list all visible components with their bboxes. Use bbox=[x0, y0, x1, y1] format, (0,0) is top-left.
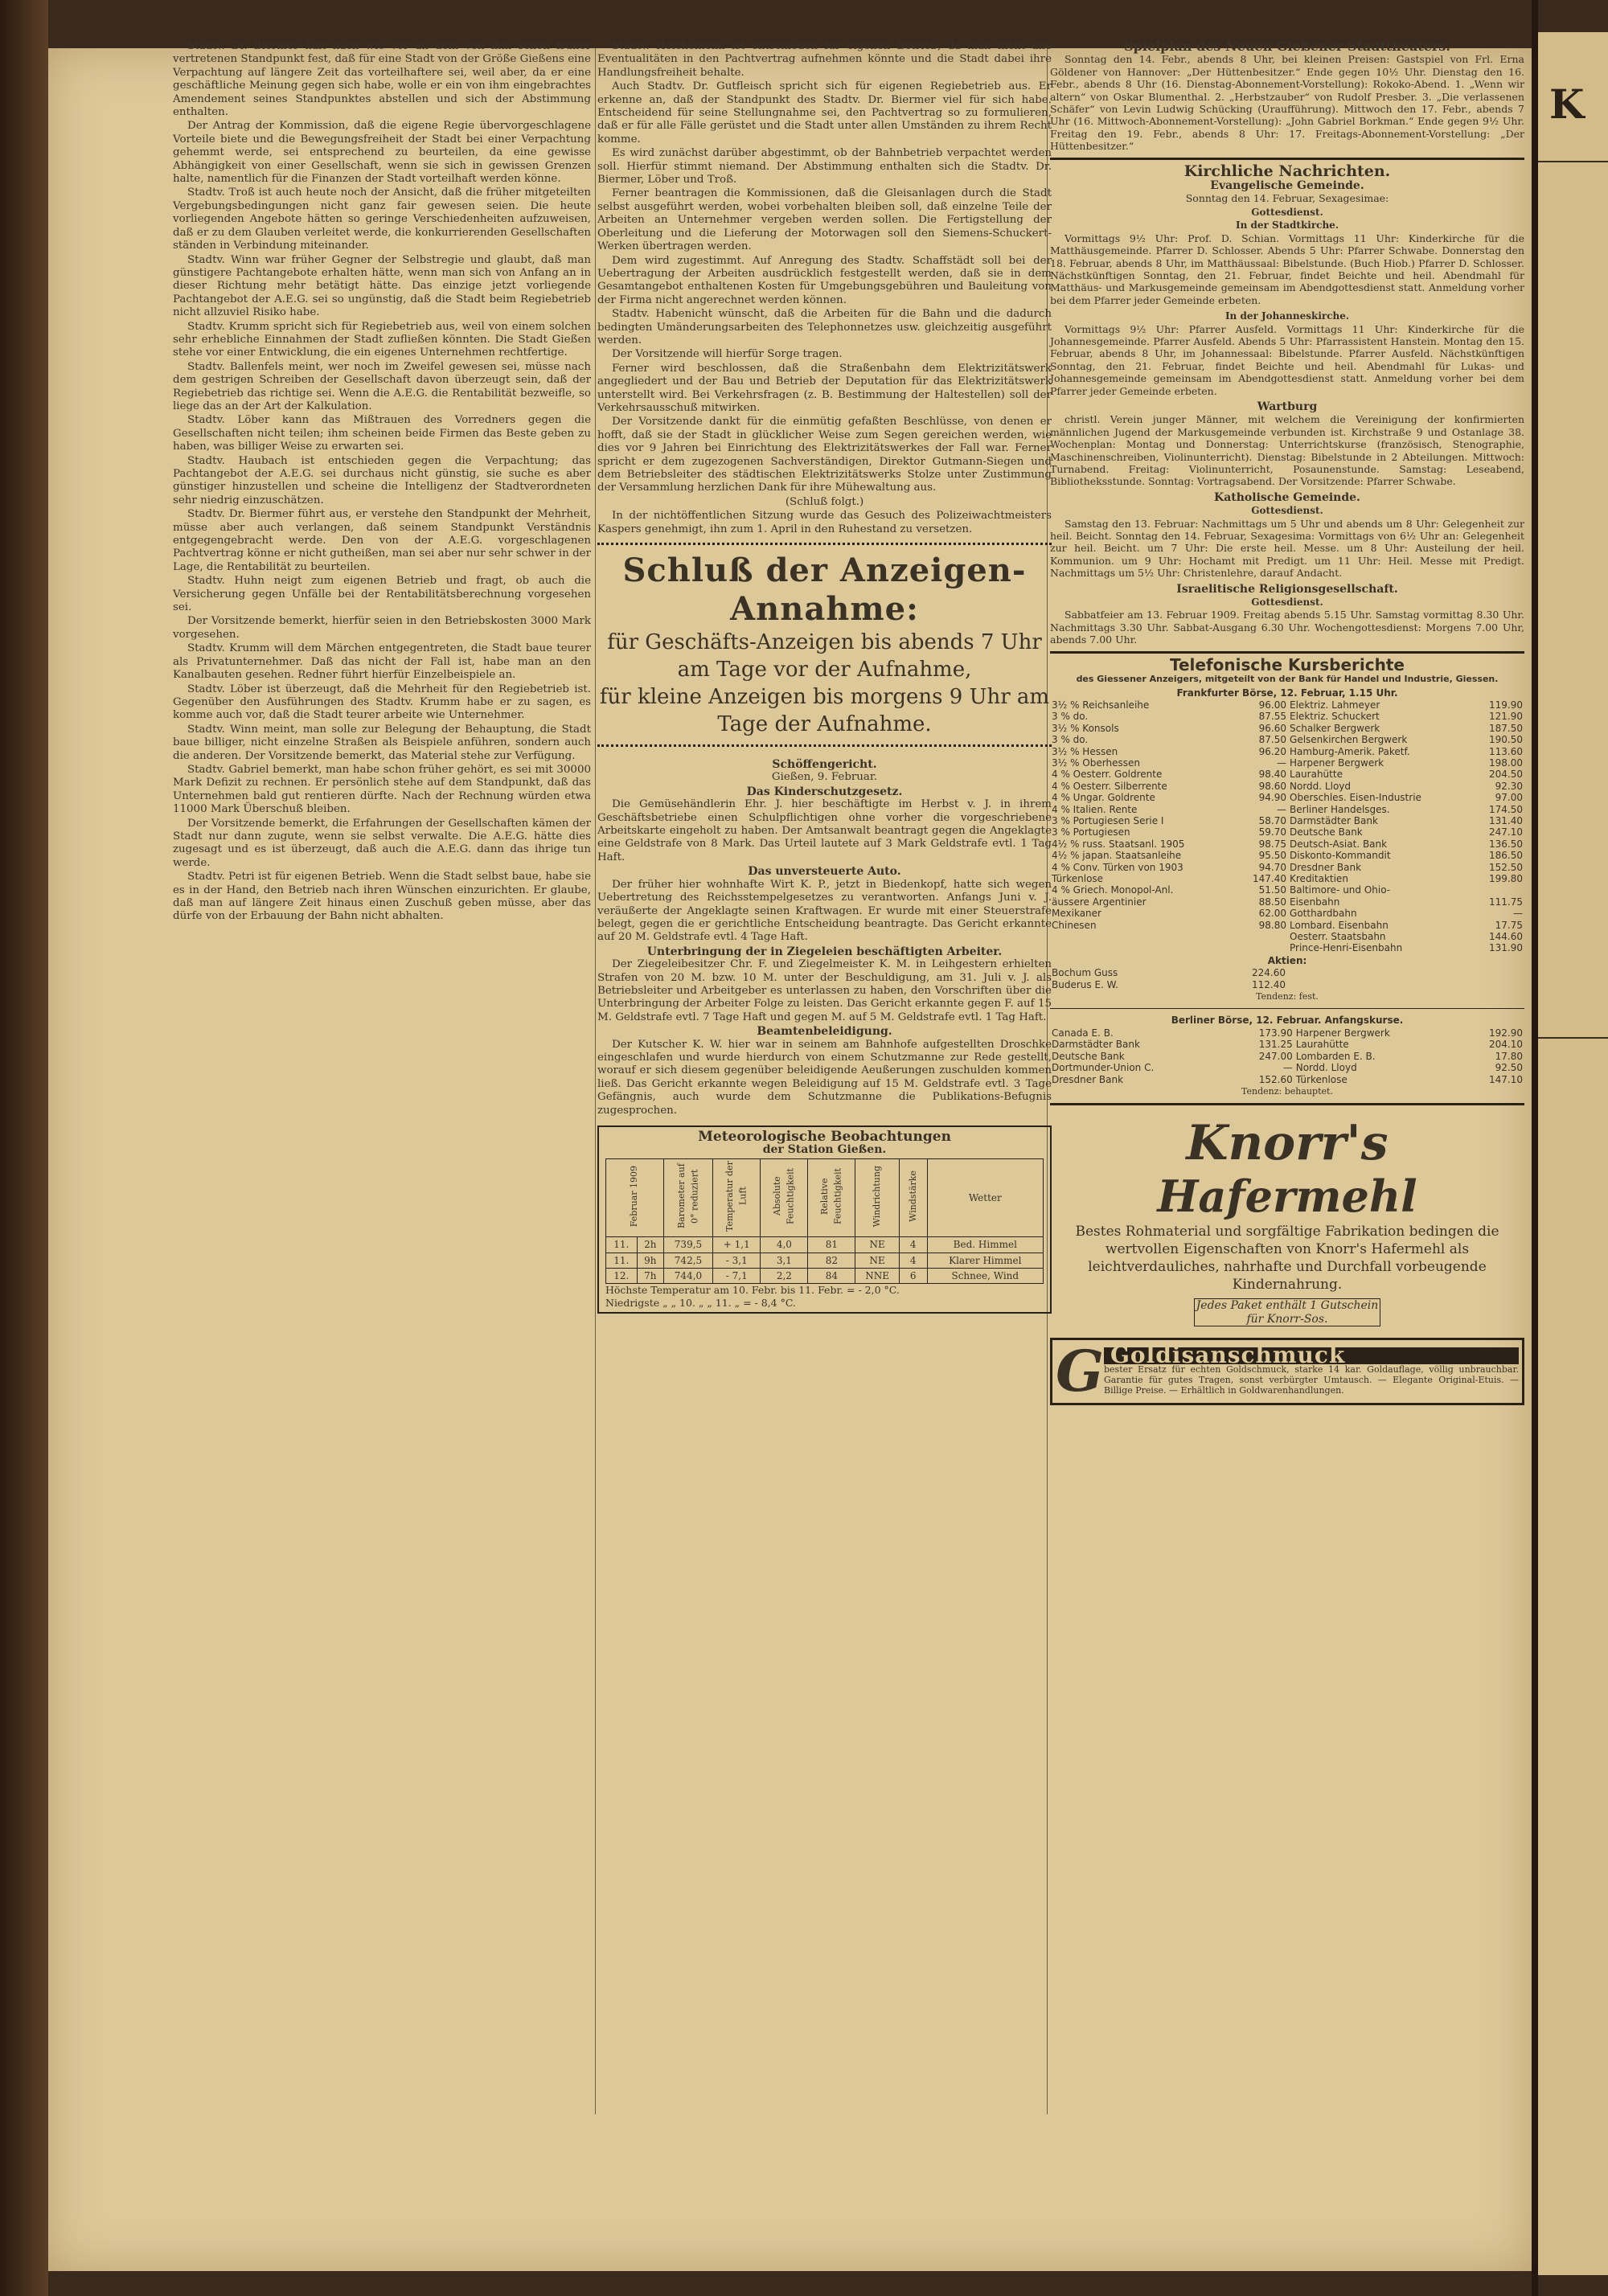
security-price: 92.50 bbox=[1495, 1062, 1523, 1074]
market-row bbox=[1050, 1039, 1524, 1050]
court-subheading: Das Kinderschutzgesetz. bbox=[746, 785, 903, 798]
article-paragraph: Stadtv. Löber kann das Mißtrauen des Vorredners gegen die Gesellschaften nicht teilen; ihm scheinen beide Firmen das Beste geben zu haben, was billiger Weise zu erwarten sei. bbox=[173, 414, 591, 453]
article-paragraph: Stadtv. Petri ist für eigenen Betrieb. Wenn die Stadt selbst baue, habe sie es in der Hand, den Betrieb nach ihren Wünschen einzurichten. Er glaube, daß man auf längere Zeit hinaus einen Zuschuß geben müsse, aber das dürfe von der Erbauung der Bahn nicht abhalten. bbox=[173, 871, 591, 923]
security-name: 4 % Ungar. Goldrente bbox=[1052, 792, 1155, 804]
gold-banner: Goldisanschmuck bbox=[1104, 1347, 1519, 1363]
security-price: 62.00 bbox=[1258, 908, 1287, 920]
security-name: 3½ % Konsols bbox=[1052, 722, 1119, 734]
court-subheading: Das unversteuerte Auto. bbox=[748, 865, 901, 879]
church-location: In der Johanneskirche. bbox=[1224, 310, 1350, 322]
market-row bbox=[1050, 815, 1524, 826]
adjacent-page bbox=[1538, 32, 1608, 2275]
weather-col-header: Wetter bbox=[927, 1158, 1043, 1236]
market-row bbox=[1050, 873, 1524, 884]
security-name: 3 % do. bbox=[1052, 734, 1089, 746]
dotted-separator bbox=[597, 543, 1052, 545]
market-row bbox=[1050, 838, 1524, 850]
security-price: 144.60 bbox=[1489, 931, 1523, 943]
security-price bbox=[1237, 931, 1288, 942]
article-paragraph: Dem wird zugestimmt. Auf Anregung des Stadtv. Schaffstädt soll bei der Uebertragung der Arbeiten ausdrücklich festgestellt werden, daß sie in dem Gesamtangebot enthaltenen Kosten für Umgebungsgebühren und Bauleitung von der Firma nicht angerechnet werden können. bbox=[597, 254, 1052, 306]
church-subheading: Evangelische Gemeinde. bbox=[1210, 179, 1364, 193]
article-paragraph: Auch Stadtv. Dr. Gutfleisch spricht sich für eigenen Regiebetrieb aus. Er erkenne an, daß der Standpunkt des Stadtv. Dr. Biermer viel für sich habe. Entscheidend für seine Stellungnahme sei, den Pachtvertrag so zu formulieren, daß er für alle Fälle gerüstet und die Stadt unter allen Umständen zu ihrem Recht komme. bbox=[597, 80, 1052, 146]
security-name: 4 % Conv. Türken von 1903 bbox=[1052, 861, 1183, 873]
market-row bbox=[1050, 1074, 1524, 1085]
market-row bbox=[1050, 850, 1524, 861]
security-price: 113.60 bbox=[1489, 745, 1523, 757]
security-name: Deutsch-Asiat. Bank bbox=[1290, 838, 1388, 850]
weather-col-header: Windstärke bbox=[899, 1158, 927, 1236]
knorr-product: Hafermehl bbox=[1157, 1171, 1417, 1223]
security-name: 4 % Griech. Monopol-Anl. bbox=[1052, 884, 1174, 896]
article-paragraph: Der Vorsitzende will hierfür Sorge tragen. bbox=[612, 348, 843, 361]
church-subheading: Israelitische Religionsgesellschaft. bbox=[1176, 582, 1398, 596]
security-name: Kreditaktien bbox=[1290, 873, 1348, 884]
article-paragraph: Stadtv. Habenicht wünscht, daß die Arbeiten für die Bahn und die dadurch bedingten Umänderungsarbeiten des Telephonnetzes usw. gleichzeitig ausgeführt werden. bbox=[597, 308, 1052, 346]
security-name: 3½ % Oberhessen bbox=[1052, 756, 1140, 769]
security-price: 98.80 bbox=[1258, 919, 1287, 931]
security-price: 186.50 bbox=[1489, 850, 1523, 862]
security-price: 198.00 bbox=[1489, 756, 1523, 769]
security-name: Dresdner Bank bbox=[1052, 1073, 1124, 1085]
article-paragraph: Stadtv. Krumm will dem Märchen entgegentreten, die Stadt baue teurer als Privatunternehmer. Daß das nicht der Fall ist, habe man an den Kanalbauten gesehen. Redner führt hierfür Einzelbeispiele an. bbox=[173, 642, 591, 682]
market-row bbox=[1050, 1062, 1524, 1073]
article-paragraph: Stadtv. Winn war früher Gegner der Selbstregie und glaubt, daß man günstigere Pachtangebote erhalten hätte, wenn man sich von Anfang an in dieser Richtung mehr betätigt hätte. Das einzige jetzt vorliegende Pachtangebot der A.E.G. sei so ungünstig, daß die Stadt beim Regiebetrieb nicht allzuviel Risiko habe. bbox=[173, 253, 591, 319]
article-paragraph: Der Vorsitzende bemerkt, hierfür seien in den Betriebskosten 3000 Mark vorgesehen. bbox=[173, 615, 591, 641]
security-name: Nordd. Lloyd bbox=[1290, 780, 1351, 792]
weather-col-header: Februar 1909 bbox=[606, 1158, 664, 1236]
column-1 bbox=[173, 40, 591, 2114]
column-divider bbox=[595, 48, 596, 2114]
security-price bbox=[1237, 942, 1288, 953]
security-name: Baltimore- und Ohio- bbox=[1290, 884, 1391, 896]
market-heading: Telefonische Kursberichte bbox=[1169, 654, 1405, 674]
adjacent-page-heading: K bbox=[1549, 80, 1585, 128]
article-paragraph: Stadtv. Dr. Biermer führt aus, er verstehe den Standpunkt der Mehrheit, müsse aber auch verlangen, daß seinem Standpunkt Verständnis entgegengebracht werde. Den von der A.E.G. vorgeschlagenen Pachtvertrag könne er nicht gutheißen, man sei aber nur sehr schwer in der Lage, die Rentabilität zu beurteilen. bbox=[173, 508, 591, 573]
security-price: — bbox=[1282, 1062, 1293, 1074]
security-name: 4½ % russ. Staatsanl. 1905 bbox=[1052, 838, 1185, 850]
market-row: Buderus E. W. 112.40 bbox=[1052, 978, 1286, 990]
security-name: Laurahütte bbox=[1290, 769, 1343, 781]
security-name bbox=[1050, 942, 1237, 953]
market-row bbox=[1050, 804, 1524, 815]
security-price: 96.20 bbox=[1258, 745, 1287, 757]
security-name: Nordd. Lloyd bbox=[1295, 1062, 1357, 1074]
weather-col-header: Relative Feuchtigkeit bbox=[808, 1158, 855, 1236]
church-heading: Kirchliche Nachrichten. bbox=[1183, 162, 1391, 180]
security-price: 88.50 bbox=[1258, 896, 1287, 908]
security-price: 17.75 bbox=[1495, 919, 1523, 931]
ad-deadline-title: Schluß der Anzeigen-Annahme: bbox=[622, 551, 1027, 629]
article-paragraph: Der früher hier wohnhafte Wirt K. P., jetzt in Biedenkopf, hatte sich wegen Uebertretung des Reichsstempelgesetzes zu verantworten. Anfangs Juni v. J. veräußerte der Angeklagte seinen Kraftwagen. Er wurde mit einer Steuerstrafe belegt, gegen die er gerichtliche Entscheidung beantragte. Das Gericht erkannte auf 20 M. Geldstrafe evtl. 4 Tage Haft. bbox=[597, 878, 1052, 944]
market-row bbox=[1050, 723, 1524, 734]
court-dateline: Gießen, 9. Februar. bbox=[771, 771, 878, 784]
gold-initial-letter: G bbox=[1056, 1338, 1104, 1405]
knorr-brand: Knorr's bbox=[1186, 1115, 1389, 1172]
security-name: 3 % do. bbox=[1052, 711, 1089, 723]
article-paragraph: Stadtv. Löber ist überzeugt, daß die Mehrheit für den Regiebetrieb ist. Gegenüber den Ausführungen des Stadtv. Krumm habe er zu sagen, es komme auch vor, daß die Stadt teurer arbeite wie Unternehmer. bbox=[173, 683, 591, 722]
weather-footnote: Höchste Temperatur am 10. Febr. bis 11. Febr. = - 2,0 °C. bbox=[605, 1284, 900, 1297]
security-name: Deutsche Bank bbox=[1290, 826, 1363, 838]
security-name: Schalker Bergwerk bbox=[1290, 722, 1380, 734]
market-subheading: des Giessener Anzeigers, mitgeteilt von der Bank für Handel und Industrie, Giessen. bbox=[1076, 674, 1499, 685]
article-paragraph: Stadtv. Heichelheim ist entschieden für eigenen Betrieb, da man nicht alle Eventualitäten in den Pachtvertrag aufnehmen könnte und die Stadt dabei ihre Handlungsfreiheit behalte. bbox=[597, 40, 1052, 79]
security-price: 136.50 bbox=[1489, 838, 1523, 850]
security-price: 247.00 bbox=[1258, 1050, 1293, 1062]
security-price: 187.50 bbox=[1489, 722, 1523, 734]
gold-jewelry-advertisement bbox=[1050, 1338, 1524, 1405]
market-row bbox=[1050, 942, 1524, 953]
theater-heading: Spielplan des Neuen Gießener Stadttheaters. bbox=[1124, 39, 1450, 54]
market-row bbox=[1050, 884, 1524, 896]
security-name: Darmstädter Bank bbox=[1052, 1039, 1140, 1051]
security-name: Gelsenkirchen Bergwerk bbox=[1290, 734, 1408, 746]
market-row bbox=[1050, 757, 1524, 769]
dotted-separator bbox=[597, 744, 1052, 747]
weather-col-header: Windrichtung bbox=[855, 1158, 900, 1236]
article-paragraph: Stadtv. Troß ist auch heute noch der Ansicht, daß die früher mitgeteilten Vergebungsbedingungen nicht ganz fair gewesen seien. Die heute vorliegenden Angebote hätten so geringe Verschiedenheiten aufzuweisen, daß er zu dem Glauben verleitet werde, die konkurrierenden Gesellschaften ständen in Verbindung miteinander. bbox=[173, 187, 591, 252]
weather-row: 12. 7h 744,0 - 7,1 2,2 84 NNE 6 Schnee, Wind bbox=[606, 1269, 1044, 1284]
security-name: äussere Argentinier bbox=[1052, 896, 1147, 908]
market-row bbox=[1050, 896, 1524, 908]
knorr-advertisement bbox=[1050, 1117, 1524, 1326]
security-price: 98.60 bbox=[1258, 780, 1287, 792]
security-price: 192.90 bbox=[1489, 1027, 1523, 1039]
weather-row: 11. 9h 742,5 - 3,1 3,1 82 NE 4 Klarer Himmel bbox=[606, 1253, 1044, 1268]
weather-box bbox=[597, 1125, 1052, 1314]
security-price: 111.75 bbox=[1489, 896, 1523, 908]
security-price: 204.10 bbox=[1489, 1039, 1523, 1051]
security-name: 4 % Oesterr. Goldrente bbox=[1052, 769, 1163, 781]
security-price: 87.55 bbox=[1258, 711, 1287, 723]
security-price: 131.90 bbox=[1489, 942, 1523, 954]
security-name: Elektriz. Lahmeyer bbox=[1290, 699, 1380, 711]
page-gutter bbox=[1532, 0, 1538, 2296]
weather-station: der Station Gießen. bbox=[762, 1143, 887, 1157]
weather-col-header: Absolute Feuchtigkeit bbox=[761, 1158, 808, 1236]
security-name: Elektriz. Schuckert bbox=[1290, 711, 1380, 723]
gold-copy: bester Ersatz für echten Goldschmuck, starke 14 kar. Goldauflage, völlig unbrauchbar. Garantie für gutes Tragen, sonst verbürgter Umtausch. — Elegante Original-Etuis. — Billige Preise. — Erhältlich in Goldwarenhandlungen. bbox=[1104, 1363, 1519, 1396]
article-paragraph: Der Vorsitzende dankt für die einmütig gefaßten Beschlüsse, von denen er hofft, daß sie der Stadt in glücklicher Weise zum Segen gereichen werden, wie dies vor 9 Jahren bei Einrichtung des Elektrizitätswerkes der Fall war. Ferner spricht er dem zugezogenen Sachverständigen, Direktor Gutmann-Siegen und dem Betriebsleiter des städtischen Elektrizitätswerks Stolze unter Zustimmung der Versammlung herzlichen Dank für ihre Mühewaltung aus. bbox=[597, 416, 1052, 494]
article-paragraph: Stadtv. Dr. Biermer hält nach wie vor an dem von ihm schon früher vertretenen Standpunkt fest, daß für eine Stadt von der Größe Gießens eine Verpachtung auf längere Zeit das vorteilhaftere sei, weil aber, da er eine geschäftliche Meinung gegen sich habe, wolle er ein von ihm eingebrachtes Amendement seines Standpunktes abstellen und sich der Abstimmung enthalten. bbox=[173, 40, 591, 119]
article-paragraph: Ferner beantragen die Kommissionen, daß die Gleisanlagen durch die Stadt selbst ausgeführt werden, wobei vorbehalten bleiben soll, daß einzelne Teile der Arbeiten an Unternehmer vergeben werden sollen. Die Fertigstellung der Oberleitung und die Lieferung der Motorwagen soll den Siemens-Schuckert-Werken übertragen werden. bbox=[597, 187, 1052, 253]
security-name: 4½ % japan. Staatsanleihe bbox=[1052, 850, 1182, 862]
aktien-heading: Aktien: bbox=[1267, 954, 1307, 966]
security-price: 94.90 bbox=[1258, 792, 1287, 804]
market-row bbox=[1050, 781, 1524, 792]
article-paragraph: Der Kutscher K. W. hier war in seinem am Bahnhofe aufgestellten Droschke eingeschlafen und wurde hierdurch von einem Schutzmanne zur Rede gestellt, worauf er sich diesem gegenüber beleidigende Aeußerungen zuschulden kommen ließ. Das Gericht erkannte wegen Beleidigung auf 15 M. Geldstrafe evtl. 3 Tage Gefängnis, auch wurde dem Schutzmanne die Publikations-Befugnis zugesprochen. bbox=[597, 1038, 1052, 1117]
security-price: 51.50 bbox=[1258, 884, 1287, 896]
knorr-coupon-note: Jedes Paket enthält 1 Gutschein für Knorr-Sos. bbox=[1194, 1298, 1380, 1326]
market-row bbox=[1050, 792, 1524, 803]
security-price: 131.25 bbox=[1258, 1039, 1293, 1051]
security-price: 87.50 bbox=[1258, 734, 1287, 746]
article-paragraph: Stadtv. Gabriel bemerkt, man habe schon früher gehört, es sei mit 30000 Mark Defizit zu rechnen. Er persönlich stehe auf dem Standpunkt, daß das Unternehmen bald gut rentieren dürfte. Nach der Rechnung würden etwa 11000 Mark Überschuß bleiben. bbox=[173, 763, 591, 816]
church-notice: christl. Verein junger Männer, mit welchem die Vereinigung der konfirmierten männlichen Jugend der Markusgemeinde verbunden ist. Kirchstraße 9 und Ostanlage 38. Wochenplan: Montag und Donnerstag: Unterrichtskurse (französisch, Stenographie, Maschinenschreiben, Violinunterricht). Dienstag: Bibelstunde in 2 Abteilungen. Mittwoch: Turnabend. Freitag: Violinunterricht, Posaunenstunde. Samstag: Leseabend, Bibliotheksstunde. Sonntag: Vortragsabend. Der Vorsitzende: Pfarrer Schwabe. bbox=[1050, 413, 1524, 488]
security-name: Harpener Bergwerk bbox=[1295, 1027, 1390, 1039]
security-price: 96.00 bbox=[1258, 699, 1287, 711]
weather-col-header: Temperatur der Luft bbox=[713, 1158, 761, 1236]
service-label: Gottesdienst. bbox=[1251, 505, 1323, 517]
article-paragraph: Der Vorsitzende bemerkt, die Erfahrungen der Gesellschaften kämen der Stadt nur dann zugute, wenn sie selbst verwalte. Die A.E.G. hätte dies zugesagt und es ist überzeugt, daß auch die A.E.G. dann das ihrige tun werde. bbox=[173, 817, 591, 869]
security-name: Lombard. Eisenbahn bbox=[1290, 919, 1389, 931]
frankfurt-heading: Frankfurter Börse, 12. Februar, 1.15 Uhr. bbox=[1176, 687, 1398, 699]
article-paragraph: Ferner wird beschlossen, daß die Straßenbahn dem Elektrizitätswerk angegliedert und der Bau und Betrieb der Deputation für das Elektrizitätswerk unterstellt wird. Bei Verkehrsfragen (z. B. Bestimmung der Haltestellen) soll der Verkehrsausschuß mitwirken. bbox=[597, 362, 1052, 414]
church-location: In der Stadtkirche. bbox=[1236, 219, 1339, 232]
security-price: 174.50 bbox=[1489, 803, 1523, 815]
security-name: 3 % Portugiesen bbox=[1052, 826, 1130, 838]
market-row bbox=[1050, 699, 1524, 711]
security-name: Laurahütte bbox=[1295, 1039, 1349, 1051]
market-row bbox=[1050, 1051, 1524, 1062]
security-price: 147.40 bbox=[1253, 873, 1287, 884]
column-3 bbox=[1050, 40, 1524, 1405]
security-price: 152.60 bbox=[1258, 1073, 1293, 1085]
market-row bbox=[1050, 746, 1524, 757]
security-price: 247.10 bbox=[1489, 826, 1523, 838]
security-price: — bbox=[1513, 908, 1523, 920]
ad-deadline-business: für Geschäfts-Anzeigen bis abends 7 Uhr am Tage vor der Aufnahme, bbox=[607, 630, 1042, 683]
security-name: Prince-Henri-Eisenbahn bbox=[1290, 942, 1403, 954]
ad-deadline-small: für kleine Anzeigen bis morgens 9 Uhr am Tage der Aufnahme. bbox=[599, 685, 1050, 737]
security-name: Lombarden E. B. bbox=[1295, 1050, 1376, 1062]
market-tendency: Tendenz: fest. bbox=[1256, 991, 1319, 1002]
market-row bbox=[1050, 711, 1524, 722]
article-paragraph: Stadtv. Krumm spricht sich für Regiebetrieb aus, weil von einem solchen sehr erhebliche Einnahmen der Stadt zufließen könnten. Die Stadt Gießen stehe vor einer Entwicklung, die ein eigenes Unternehmen rechtfertige. bbox=[173, 320, 591, 359]
security-name: Oberschles. Eisen-Industrie bbox=[1290, 792, 1421, 804]
berlin-table bbox=[1050, 1027, 1524, 1085]
article-paragraph: Der Ziegeleibesitzer Chr. F. und Ziegelmeister K. M. in Leihgestern erhielten Strafen von 20 M. bzw. 10 M. unter der Beschuldigung, am 31. Juli v. J. als Betriebsleiter und Arbeitgeber es unterlassen zu haben, den Vorschriften über die Unterbringung der Arbeiter Folge zu leisten. Das Gericht erkannte gegen F. auf 15 M. Geldstrafe evtl. 7 Tage Haft und gegen M. auf 5 M. Geldstrafe evtl. 1 Tag Haft. bbox=[597, 958, 1052, 1023]
church-notice: Vormittags 9½ Uhr: Prof. D. Schian. Vormittags 11 Uhr: Kinderkirche für die Matthäusgemeinde. Pfarrer D. Schlosser. Abends 5 Uhr: Pfarrer Schwabe. Donnerstag den 18. Februar, abends 8 Uhr, im Matthäussaal: Bibelstunde. (Buch Hiob.) Pfarrer D. Schlosser. Nächstkünftigen Sonntag, den 21. Februar, findet Beichte und heil. Abendmahl für Matthäus- und Markusgemeinde gemeinsam im Abendgottesdienst statt. Anmeldung vorher bei dem Pfarrer jeder Gemeinde erbeten. bbox=[1050, 232, 1524, 306]
security-price: — bbox=[1277, 803, 1287, 815]
court-heading: Schöffengericht. bbox=[772, 758, 877, 772]
security-name: Berliner Handelsges. bbox=[1290, 803, 1390, 815]
weather-title: Meteorologische Beobachtungen bbox=[698, 1129, 951, 1145]
article-paragraph: Stadtv. Ballenfels meint, wer noch im Zweifel gewesen sei, müsse nach dem gestrigen Schreiben der Gesellschaft davon überzeugt sein, daß der Regiebetrieb das richtige sei. Wenn die A.E.G. die Rentabilität bezweifle, so liege das an der Art der Kalkulation. bbox=[173, 360, 591, 412]
security-name: 3½ % Hessen bbox=[1052, 745, 1118, 757]
article-paragraph: Stadtv. Huhn neigt zum eigenen Betrieb und fragt, ob auch die Versicherung gegen Unfälle bei der Rentabilitätsberechnung vorgesehen sei. bbox=[173, 575, 591, 614]
security-price: 17.80 bbox=[1495, 1050, 1523, 1062]
security-price: — bbox=[1277, 756, 1287, 769]
section-rule bbox=[1050, 1008, 1524, 1009]
security-price: 199.80 bbox=[1489, 873, 1523, 884]
security-name: Oesterr. Staatsbahn bbox=[1290, 931, 1386, 943]
section-rule bbox=[1050, 1103, 1524, 1105]
market-row bbox=[1050, 908, 1524, 919]
security-price: 119.90 bbox=[1489, 699, 1523, 711]
security-price: 95.50 bbox=[1258, 850, 1287, 862]
security-name: Deutsche Bank bbox=[1052, 1050, 1125, 1062]
church-date: Sonntag den 14. Februar, Sexagesimae: bbox=[1185, 192, 1389, 205]
frankfurt-table bbox=[1050, 699, 1524, 954]
weather-footnote: Niedrigste „ „ 10. „ „ 11. „ = - 8,4 °C. bbox=[605, 1296, 796, 1309]
security-price: 121.90 bbox=[1489, 711, 1523, 723]
article-paragraph: Es wird zunächst darüber abgestimmt, ob der Bahnbetrieb verpachtet werden soll. Hierfür stimmt niemand. Der Abstimmung enthalten sich die Stadtv. Dr. Biermer, Löber und Troß. bbox=[597, 147, 1052, 187]
security-price bbox=[1474, 884, 1524, 896]
market-row bbox=[1050, 734, 1524, 745]
church-subheading: Katholische Gemeinde. bbox=[1214, 490, 1360, 504]
market-row bbox=[1050, 920, 1524, 931]
berlin-heading: Berliner Börse, 12. Februar. Anfangskurse. bbox=[1171, 1015, 1404, 1027]
security-price: 152.50 bbox=[1489, 861, 1523, 873]
security-price: 98.75 bbox=[1258, 838, 1287, 850]
market-row bbox=[1050, 931, 1524, 942]
security-name: 4 % Italien. Rente bbox=[1052, 803, 1138, 815]
security-price: 59.70 bbox=[1258, 826, 1287, 838]
security-price: 94.70 bbox=[1258, 861, 1287, 873]
service-label: Gottesdienst. bbox=[1251, 206, 1323, 218]
security-name: Chinesen bbox=[1052, 919, 1097, 931]
section-rule bbox=[1050, 158, 1524, 160]
security-price: 98.40 bbox=[1258, 769, 1287, 781]
security-price: 131.40 bbox=[1489, 814, 1523, 826]
security-name: Eisenbahn bbox=[1290, 896, 1340, 908]
court-subheading: Beamtenbeleidigung. bbox=[757, 1025, 892, 1039]
section-rule bbox=[1050, 651, 1524, 654]
security-name: Canada E. B. bbox=[1052, 1027, 1114, 1039]
security-name: Dortmunder-Union C. bbox=[1052, 1062, 1155, 1074]
weather-row: 11. 2h 739,5 + 1,1 4,0 81 NE 4 Bed. Himmel bbox=[606, 1237, 1044, 1253]
security-name: Darmstädter Bank bbox=[1290, 814, 1378, 826]
security-name bbox=[1050, 931, 1237, 942]
security-price: 96.60 bbox=[1258, 722, 1287, 734]
weather-col-header: Barometer auf 0° reduziert bbox=[663, 1158, 712, 1236]
theater-schedule: Sonntag den 14. Febr., abends 8 Uhr, bei kleinen Preisen: Gastspiel von Frl. Erna Göldener von Hannover: „Der Hüttenbesitzer.“ Ende gegen 10½ Uhr. Dienstag den 16. Febr., abends 8 Uhr (16. Dienstag-Abonnement-Vorstellung): Rokoko-Abend. 1. „Wenn wir altern“ von Oskar Blumenthal. 2. „Herbstzauber“ von Rudolf Presber. 3. „Die verlassenen Schäfer“ von Levin Ludwig Schücking (Uraufführung). Mittwoch den 17. Febr., abends 7 Uhr (16. Mittwoch-Abonnement-Vorstellung): „John Gabriel Borkman.“ Ende gegen 9½ Uhr. Freitag den 19. Febr., abends 8 Uhr: 17. Freitags-Abonnement-Vorstellung: „Der Hüttenbesitzer.“ bbox=[1050, 53, 1524, 153]
article-paragraph: Die Gemüsehändlerin Ehr. J. hier beschäftigte im Herbst v. J. in ihrem Geschäftsbetriebe einen Schulpflichtigen ohne vorher die vorgeschriebene Arbeitskarte eingeholt zu haben. Der Amtsanwalt beantragt gegen die Angeklagte eine Geldstrafe von 8 Mark. Das Urteil lautete auf 3 Mark Geldstrafe evtl. 1 Tag Haft. bbox=[597, 798, 1052, 863]
security-name: Dresdner Bank bbox=[1290, 861, 1362, 873]
security-name: Türkenlose bbox=[1295, 1073, 1348, 1085]
article-paragraph: Der Antrag der Kommission, daß die eigene Regie übervorgeschlagene Vorteile biete und die Bewegungsfreiheit der Stadt bei einer Verpachtung gehemmt werde, sei entsprechend zu beurteilen, da eine gewisse Abhängigkeit von einer Gesellschaft, wenn sie sich in gewissen Grenzen halte, namentlich für die Finanzen der Stadt vorteilhaft werden könne. bbox=[173, 120, 591, 186]
knorr-copy: Bestes Rohmaterial und sorgfältige Fabrikation bedingen die wertvollen Eigenschaften von Knorr's Hafermehl als leichtverdauliches, nahrhafte und Durchfall vorbeugende Kindernahrung. bbox=[1075, 1224, 1499, 1294]
aktien-table bbox=[1050, 967, 1287, 990]
article-paragraph: Stadtv. Haubach ist entschieden gegen die Verpachtung; das Pachtangebot der A.E.G. sei durchaus nicht günstig, sie suche es aber günstiger hinzustellen und scheine die Intelligenz der Stadtverordneten sehr niedrig einzuschätzen. bbox=[173, 454, 591, 506]
security-price: 58.70 bbox=[1258, 814, 1287, 826]
security-price: 190.50 bbox=[1489, 734, 1523, 746]
article-paragraph: Stadtv. Winn meint, man solle zur Belegung der Behauptung, die Stadt baue billiger, nicht einzelne Straßen als Beispiele anführen, sondern auch die anderen. Der Vorsitzende bemerkt, das Material stehe zur Verfügung. bbox=[173, 723, 591, 762]
security-price: 204.50 bbox=[1489, 769, 1523, 781]
security-price: 92.30 bbox=[1495, 780, 1523, 792]
security-name: 4 % Oesterr. Silberrente bbox=[1052, 780, 1167, 792]
security-price: 97.00 bbox=[1495, 792, 1523, 804]
security-name: Hamburg-Amerik. Paketf. bbox=[1290, 745, 1410, 757]
market-row: Bochum Guss 224.60 bbox=[1052, 967, 1286, 979]
court-subheading: Unterbringung der in Ziegeleien beschäftigten Arbeiter. bbox=[646, 945, 1003, 958]
security-name: Mexikaner bbox=[1052, 908, 1101, 920]
security-name: 3 % Portugiesen Serie I bbox=[1052, 814, 1164, 826]
security-price: 147.10 bbox=[1489, 1073, 1523, 1085]
column-2 bbox=[597, 40, 1052, 1317]
adjacent-page-rule bbox=[1538, 161, 1608, 162]
church-notice: Sabbatfeier am 13. Februar 1909. Freitag abends 5.15 Uhr. Samstag vormittag 8.30 Uhr. Nachmittags 3.30 Uhr. Sabbat-Ausgang 6.30 Uhr. Wochengottesdienst: Morgens 7.00 Uhr, abends 7.00 Uhr. bbox=[1050, 609, 1524, 646]
market-row bbox=[1050, 769, 1524, 780]
security-name: Türkenlose bbox=[1052, 873, 1104, 884]
security-name: 3½ % Reichsanleihe bbox=[1052, 699, 1150, 711]
market-tendency: Tendenz: behauptet. bbox=[1241, 1085, 1333, 1097]
weather-table bbox=[605, 1158, 1044, 1285]
church-subheading: Wartburg bbox=[1257, 400, 1318, 413]
security-name: Harpener Bergwerk bbox=[1290, 756, 1384, 769]
security-name: Diskonto-Kommandit bbox=[1290, 850, 1391, 862]
article-paragraph: In der nichtöffentlichen Sitzung wurde das Gesuch des Polizeiwachtmeisters Kaspers genehmigt, ihn zum 1. April in den Ruhestand zu versetzen. bbox=[597, 510, 1052, 535]
market-row bbox=[1050, 1027, 1524, 1039]
market-row bbox=[1050, 826, 1524, 838]
adjacent-page-rule bbox=[1538, 1037, 1608, 1039]
church-notice: Samstag den 13. Februar: Nachmittags um 5 Uhr und abends um 8 Uhr: Gelegenheit zur heil. Beicht. Sonntag den 14. Februar, Sexagesima: Vormittags von 6½ Uhr an: Gelegenheit zur heil. Beicht. um 7 Uhr: Die erste heil. Messe. um 8 Uhr: Austeilung der heil. Kommunion. um 9 Uhr: Hochamt mit Predigt. um 11 Uhr: Heil. Messe mit Predigt. Nachmittags um 5½ Uhr: Christenlehre, darauf Andacht. bbox=[1050, 517, 1524, 580]
service-label: Gottesdienst. bbox=[1251, 597, 1323, 609]
church-notice: Vormittags 9½ Uhr: Pfarrer Ausfeld. Vormittags 11 Uhr: Kinderkirche für die Johannesgemeinde. Pfarrer Ausfeld. Abends 5 Uhr: Pfarrassistent Hanstein. Montag den 15. Februar, abends 8 Uhr, im Johannessaal: Bibelstunde. Pfarrer Ausfeld. Nächstkünftigen Sonntag, den 21. Februar, findet Beichte und heil. Abendmahl für Lukas- und Johannesgemeinde gemeinsam im Abendgottesdienst statt. Anmeldung vorher bei dem Pfarrer jeder Gemeinde erbeten. bbox=[1050, 322, 1524, 397]
security-price: 173.90 bbox=[1258, 1027, 1293, 1039]
continuation-note: (Schluß folgt.) bbox=[785, 495, 864, 508]
market-row bbox=[1050, 862, 1524, 873]
security-name: Gotthardbahn bbox=[1290, 908, 1357, 920]
book-spine bbox=[0, 0, 48, 2296]
